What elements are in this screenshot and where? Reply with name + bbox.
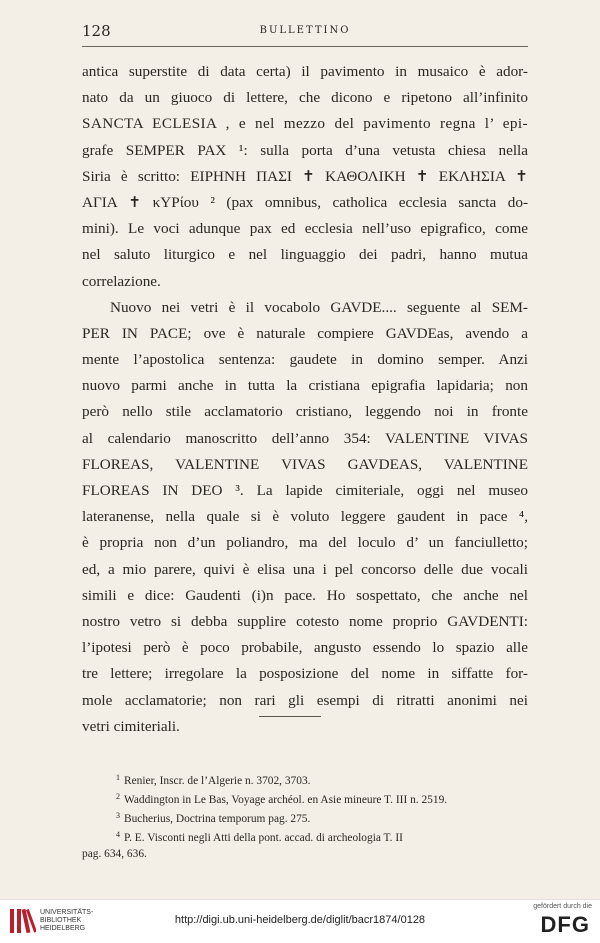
text-line: mini). Le voci adunque pax ed ecclesia nell’uso epigrafico, come xyxy=(82,220,528,238)
footnote-text: Renier, Inscr. de l’Algerie n. 3702, 3703. xyxy=(124,775,311,787)
text-line: Siria è scritto: ΕΙΡΗΝΗ ΠΑΣΙ ✝ ΚΑΘΟΛΙΚΗ ✝ ΕΚΛΗΣΙΑ ✝ xyxy=(82,167,528,185)
text-line: vetri cimiteriali. xyxy=(82,717,180,735)
footnote xyxy=(82,770,528,789)
funding-caption: gefördert durch die xyxy=(533,903,592,910)
text-line: Nuovo nei vetri è il vocabolo GAVDE.... seguente al SEM- xyxy=(110,298,528,316)
text-line: PER IN PACE; ove è naturale compiere GAVDEas, avendo a xyxy=(82,324,528,342)
text-line: simili e dice: Gaudenti (i)n pace. Ho sospettato, che anche nel xyxy=(82,586,528,604)
body-text xyxy=(82,59,528,740)
footnote-number: 1 xyxy=(116,773,120,782)
footnote xyxy=(82,808,528,827)
page-number: 128 xyxy=(82,22,111,40)
text-line: l’ipotesi però è poco probabile, angusto essendo lo spazio alle xyxy=(82,639,528,657)
text-line: ΑΓΙΑ ✝ κΥΡίου ² (pax omnibus, catholica ecclesia sancta do- xyxy=(82,193,528,211)
library-name-line: BIBLIOTHEK xyxy=(40,917,82,924)
dfg-logo: DFG xyxy=(540,912,590,937)
text-line: è propria non d’un poliandro, ma del loculo d’ un fanciulletto; xyxy=(82,534,528,552)
text-line: nato da un giuoco di lettere, che dicono e ripetono all’infinito xyxy=(82,89,528,107)
text-line: FLOREAS IN DEO ³. La lapide cimiteriale, oggi nel museo xyxy=(82,482,528,499)
footnote-text: Waddington in Le Bas, Voyage archéol. en Asie mineure T. III n. 2519. xyxy=(124,794,448,806)
digitization-footer xyxy=(0,899,600,943)
running-title: BULLETTINO xyxy=(259,25,351,36)
footnote-number: 2 xyxy=(116,792,120,801)
footnote xyxy=(82,827,528,846)
footnote-number: 4 xyxy=(116,830,120,839)
text-line: nuovo parmi anche in tutta la cristiana epigrafia lapidaria; non xyxy=(82,377,528,395)
text-line: però nello stile acclamatorio cristiano, leggendo noi in fronte xyxy=(82,403,528,421)
library-name-line: HEIDELBERG xyxy=(40,925,86,932)
text-line: lateranense, nella quale si è voluto leggere gaudent in pace ⁴, xyxy=(82,508,528,526)
library-name-line: UNIVERSITÄTS- xyxy=(40,909,94,916)
text-line: SANCTA ECLESIA , e nel mezzo del pavimento regna l’ epi- xyxy=(82,115,528,133)
text-line: nostro vetro si debba supplire cotesto nome proprio GAVDENTI: xyxy=(82,612,528,630)
footnote-divider xyxy=(259,716,321,717)
text-line: tre lettere; irregolare la posposizione del nome in siffatte for- xyxy=(82,665,528,683)
footnote-number: 3 xyxy=(116,811,120,820)
footnote-text: Bucherius, Doctrina temporum pag. 275. xyxy=(124,813,311,825)
text-line: ed, a mio parere, quivi è elisa una i pel concorso delle due vocali xyxy=(82,560,528,578)
footnote-continuation: pag. 634, 636. xyxy=(82,848,147,860)
text-line: al calendario manoscritto dell’anno 354: VALENTINE VIVAS xyxy=(82,429,528,447)
text-line: nel saluto liturgico e nel linguaggio dei padri, hanno mutua xyxy=(82,246,528,264)
footnote xyxy=(82,789,528,808)
text-line: grafe SEMPER PAX ¹: sulla porta d’una vetusta chiesa nella xyxy=(82,141,528,159)
text-line: antica superstite di data certa) il pavimento in musaico è ador- xyxy=(82,63,528,80)
text-line: mente l’apostolica sentenza: gaudete in domino semper. Anzi xyxy=(82,351,528,369)
text-line: FLOREAS, VALENTINE VIVAS GAVDEAS, VALENTINE xyxy=(82,455,528,473)
page-header xyxy=(82,22,528,47)
text-line: mole acclamatorie; non rari gli esempi di ritratti anonimi nei xyxy=(82,691,528,709)
footnote-text: P. E. Visconti negli Atti della pont. accad. di archeologia T. II xyxy=(124,832,403,844)
footnotes xyxy=(82,770,528,862)
permalink-url[interactable]: http://digi.ub.uni-heidelberg.de/diglit/bacr1874/0128 xyxy=(174,914,426,926)
text-line: correlazione. xyxy=(82,272,161,290)
